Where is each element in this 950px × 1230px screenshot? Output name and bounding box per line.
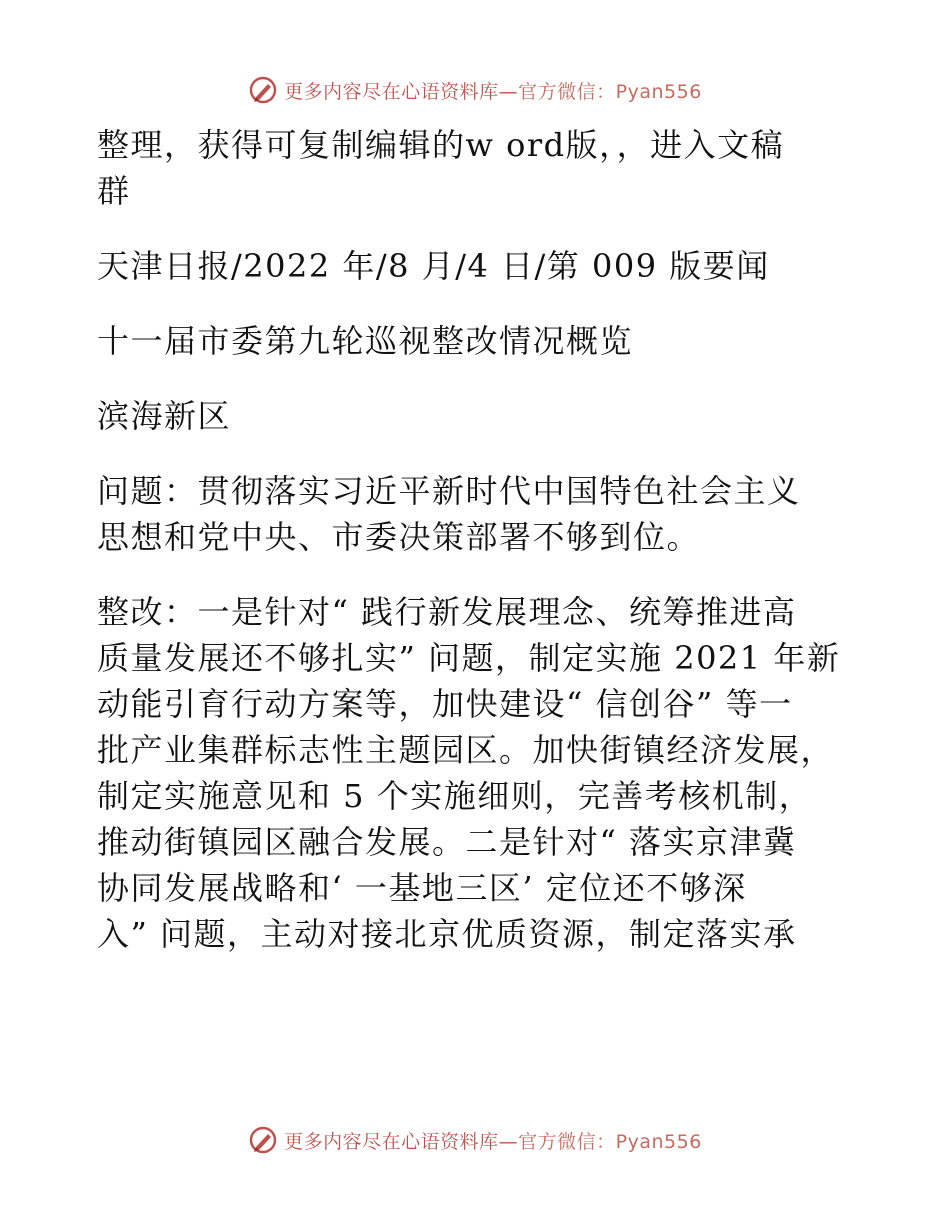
text-line: 推动街镇园区融合发展。二是针对“ 落实京津冀 xyxy=(97,823,797,861)
document-body xyxy=(97,122,862,957)
text-line: 动能引育行动方案等，加快建设“ 信创谷” 等一 xyxy=(97,685,793,723)
text-line: 天津日报/2022 年/8 月/4 日/第 009 版要闻 xyxy=(97,247,770,285)
watermark-text: 更多内容尽在心语资料库—官方微信：Pyan556 xyxy=(284,1130,702,1153)
pen-logo-icon xyxy=(248,1125,278,1155)
paragraph-title xyxy=(97,318,862,364)
watermark-contact: 官方微信：Pyan556 xyxy=(518,80,702,103)
text-line: 群 xyxy=(97,172,131,210)
paragraph-district xyxy=(97,393,862,439)
text-line: 十一届市委第九轮巡视整改情况概览 xyxy=(97,322,634,360)
text-line: 制定实施意见和 5 个实施细则，完善考核机制， xyxy=(97,777,813,815)
watermark-header xyxy=(0,70,950,110)
text-line: 协同发展战略和‘ 一基地三区’ 定位还不够深 xyxy=(97,869,747,907)
text-line: 质量发展还不够扎实” 问题，制定实施 2021 年新 xyxy=(97,639,841,677)
text-line: 问题：贯彻落实习近平新时代中国特色社会主义 xyxy=(97,472,801,510)
text-line: 整理，获得可复制编辑的w ord版，，进入文稿 xyxy=(97,126,785,164)
text-line: 滨海新区 xyxy=(97,397,232,435)
watermark-footer xyxy=(0,1120,950,1160)
text-line: 入” 问题，主动对接北京优质资源，制定落实承 xyxy=(97,915,797,953)
text-line: 思想和党中央、市委决策部署不够到位。 xyxy=(97,518,701,556)
text-line: 批产业集群标志性主题园区。加快街镇经济发展， xyxy=(97,731,835,769)
watermark-contact: 官方微信：Pyan556 xyxy=(518,1130,702,1153)
paragraph-problem xyxy=(97,468,862,560)
paragraph-source xyxy=(97,243,862,289)
text-line: 整改：一是针对“ 践行新发展理念、统筹推进高 xyxy=(97,593,797,631)
paragraph-rectification xyxy=(97,589,862,957)
pen-logo-icon xyxy=(248,75,278,105)
paragraph-intro xyxy=(97,122,862,214)
watermark-text: 更多内容尽在心语资料库—官方微信：Pyan556 xyxy=(284,80,702,103)
